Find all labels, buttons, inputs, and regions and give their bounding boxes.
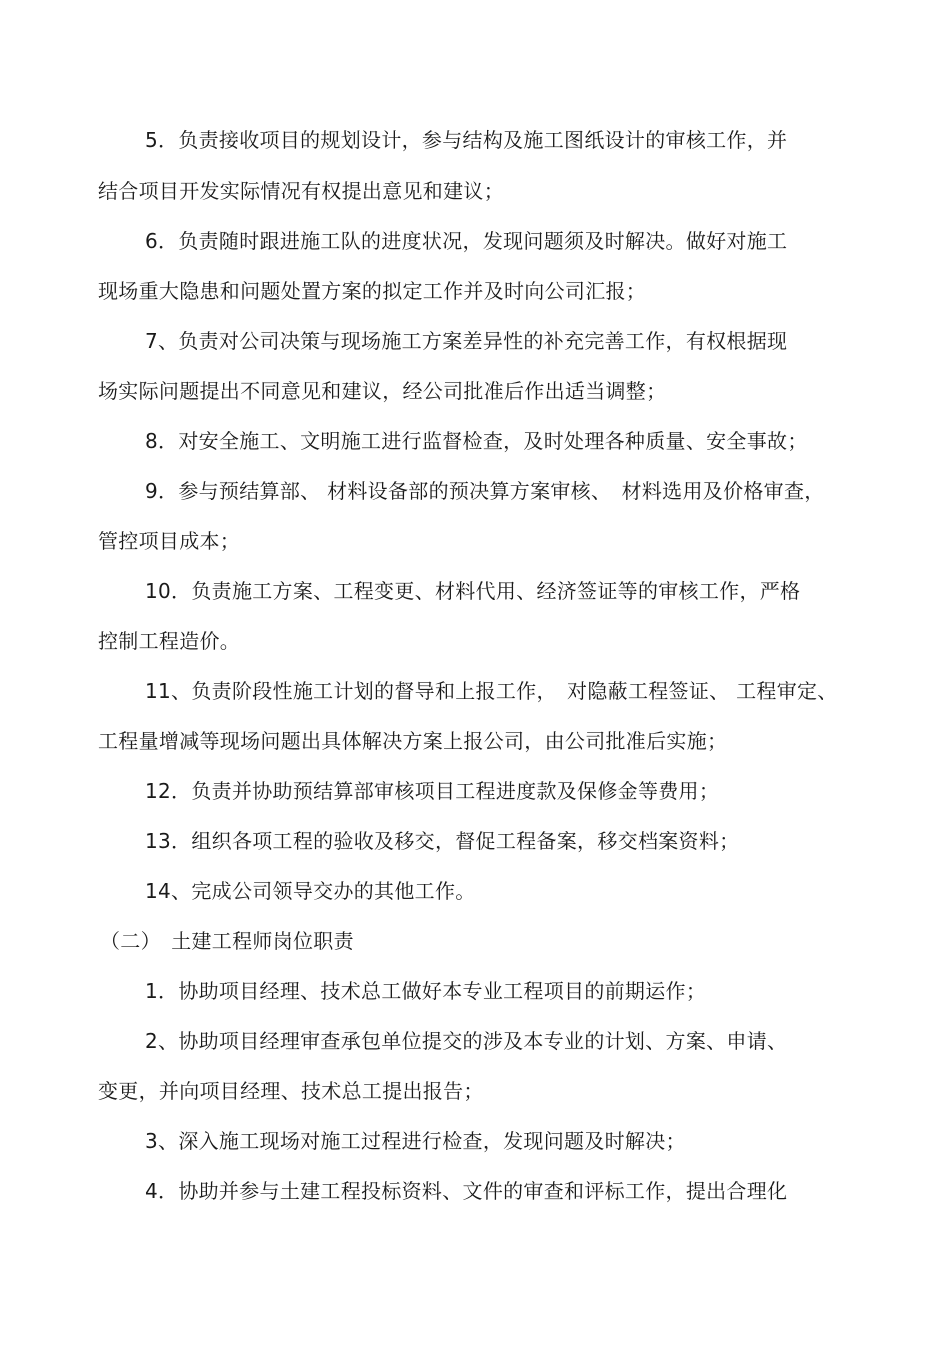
paragraph-line: 现场重大隐患和问题处置方案的拟定工作并及时向公司汇报； <box>98 279 647 303</box>
paragraph-line: 结合项目开发实际情况有权提出意见和建议； <box>98 179 504 203</box>
paragraph-line: 13．组织各项工程的验收及移交，督促工程备案，移交档案资料； <box>145 829 740 853</box>
paragraph-line: 7、负责对公司决策与现场施工方案差异性的补充完善工作，有权根据现 <box>145 329 788 353</box>
paragraph-line: 4．协助并参与土建工程投标资料、文件的审查和评标工作，提出合理化 <box>145 1179 788 1203</box>
paragraph-line: 10．负责施工方案、工程变更、材料代用、经济签证等的审核工作，严格 <box>145 579 801 603</box>
section-heading: （二） 土建工程师岗位职责 <box>100 929 354 953</box>
paragraph-line: 6．负责随时跟进施工队的进度状况，发现问题须及时解决。做好对施工 <box>145 229 788 253</box>
paragraph-line: 场实际问题提出不同意见和建议，经公司批准后作出适当调整； <box>98 379 667 403</box>
paragraph-line: 12．负责并协助预结算部审核项目工程进度款及保修金等费用； <box>145 779 720 803</box>
paragraph-line: 5．负责接收项目的规划设计，参与结构及施工图纸设计的审核工作，并 <box>145 128 788 152</box>
paragraph-line: 9．参与预结算部、 材料设备部的预决算方案审核、 材料选用及价格审查， <box>145 479 825 503</box>
paragraph-line: 14、完成公司领导交办的其他工作。 <box>145 879 476 903</box>
paragraph-line: 工程量增减等现场问题出具体解决方案上报公司，由公司批准后实施； <box>98 729 728 753</box>
paragraph-line: 8．对安全施工、文明施工进行监督检查，及时处理各种质量、安全事故； <box>145 429 808 453</box>
paragraph-line: 11、负责阶段性施工计划的督导和上报工作， 对隐蔽工程签证、 工程审定、 <box>145 679 838 703</box>
paragraph-line: 控制工程造价。 <box>98 629 241 653</box>
paragraph-line: 3、深入施工现场对施工过程进行检查，发现问题及时解决； <box>145 1129 686 1153</box>
paragraph-line: 1．协助项目经理、技术总工做好本专业工程项目的前期运作； <box>145 979 707 1003</box>
paragraph-line: 管控项目成本； <box>98 529 241 553</box>
paragraph-line: 2、协助项目经理审查承包单位提交的涉及本专业的计划、方案、申请、 <box>145 1029 788 1053</box>
paragraph-line: 变更，并向项目经理、技术总工提出报告； <box>98 1079 484 1103</box>
